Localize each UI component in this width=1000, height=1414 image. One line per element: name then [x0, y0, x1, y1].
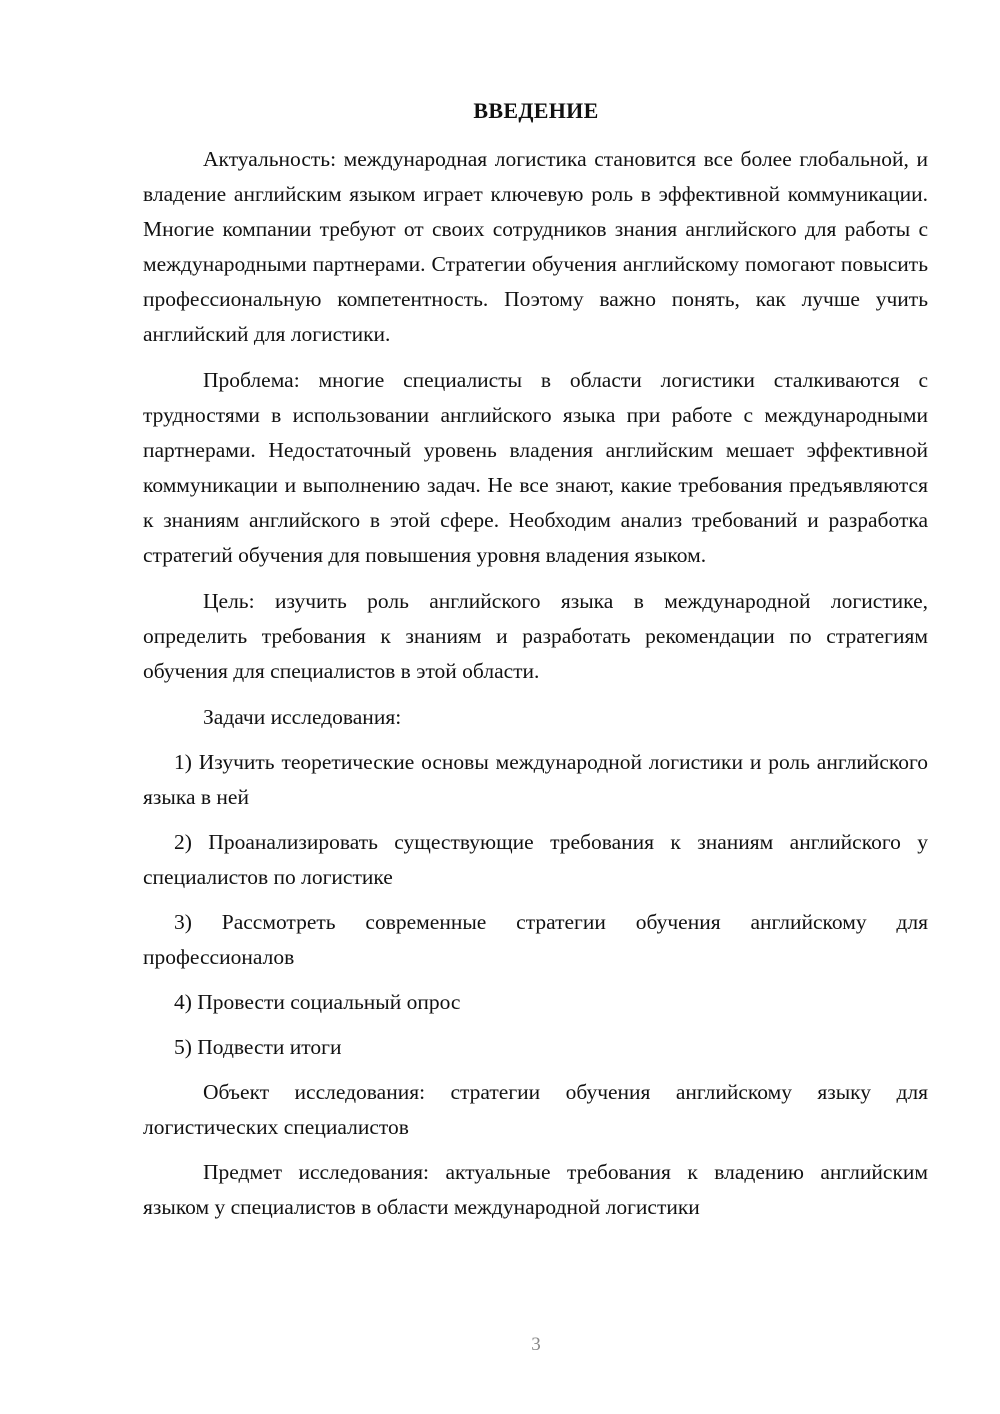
- paragraph-object: Объект исследования: стратегии обучения английскому языку для логистических специалистов: [143, 1080, 928, 1139]
- list-item: 4) Провести социальный опрос: [174, 990, 461, 1014]
- paragraph-tasks-heading: Задачи исследования:: [203, 705, 402, 729]
- paragraph-relevance: Актуальность: международная логистика становится все более глобальной, и владение английским языком играет ключевую роль в эффективной коммуникации. Многие компании требуют от своих сотрудников знания английского для работы с международными партнерами. Стратегии обучения английскому помогают повысить профессиональную компетентность. Поэтому важно понять, как лучше учить английский для логистики.: [143, 147, 928, 346]
- task-list: [143, 745, 928, 1065]
- page-title: ВВЕДЕНИЕ: [473, 98, 599, 123]
- paragraph-problem: Проблема: многие специалисты в области логистики сталкиваются с трудностями в использовании английского языка при работе с международными партнерами. Недостаточный уровень владения английским мешает эффективной коммуникации и выполнению задач. Не все знают, какие требования предъявляются к знаниям английского в этой сфере. Необходим анализ требований и разработка стратегий обучения для повышения уровня владения языком.: [143, 368, 928, 567]
- list-item: 1) Изучить теоретические основы международной логистики и роль английского языка в ней: [143, 750, 928, 809]
- paragraph-subject: Предмет исследования: актуальные требования к владению английским языком у специалистов в области международной логистики: [143, 1160, 928, 1219]
- paragraph-goal: Цель: изучить роль английского языка в международной логистике, определить требования к знаниям и разработать рекомендации по стратегиям обучения для специалистов в этой области.: [143, 589, 928, 683]
- list-item: 5) Подвести итоги: [174, 1035, 342, 1059]
- page-number: 3: [531, 1334, 541, 1355]
- document-body: [143, 142, 928, 1225]
- list-item: 3) Рассмотреть современные стратегии обучения английскому для профессионалов: [143, 910, 928, 969]
- list-item: 2) Проанализировать существующие требования к знаниям английского у специалистов по логистике: [143, 830, 928, 889]
